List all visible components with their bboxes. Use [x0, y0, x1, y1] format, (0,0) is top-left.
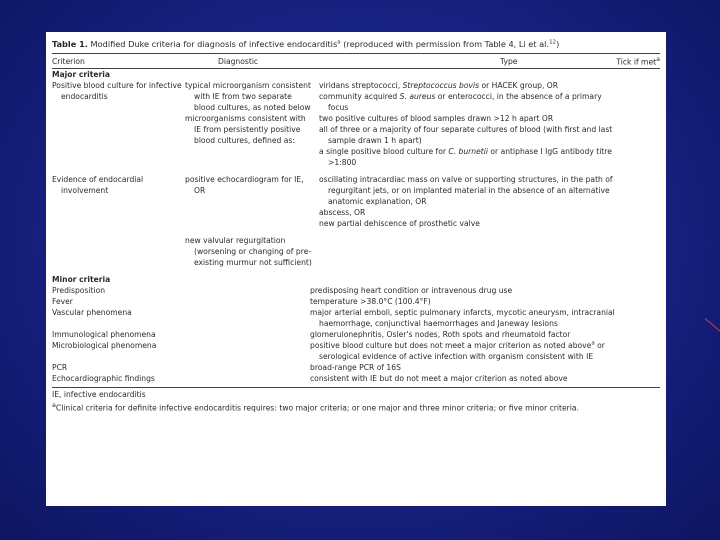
criterion-cell: Predisposition: [52, 286, 106, 295]
tick-header-sup: a: [656, 56, 660, 64]
table-caption: [52, 38, 660, 50]
criterion-cell: Immunological phenomena: [52, 330, 156, 339]
table-row: [52, 80, 660, 168]
criterion-cell: Evidence of endocardial involvement: [52, 175, 144, 195]
table-footnotes: [52, 387, 660, 414]
table-row: [52, 340, 660, 362]
table-row: [52, 307, 660, 329]
type-cell: consistent with IE but do not meet a major criterion as noted above: [310, 374, 568, 383]
type-cell: abscess, OR: [319, 208, 366, 217]
type-cell: predisposing heart condition or intravenous drug use: [310, 286, 513, 295]
table-label: Table 1.: [52, 39, 88, 49]
criterion-cell: Positive blood culture for infective endocarditis: [52, 81, 182, 101]
caption-reference: 12: [549, 39, 557, 46]
type-cell: major arterial emboli, septic pulmonary infarcts, mycotic aneurysm, intracranial haemorrhage, conjunctival haemorrhages and Janeway lesions: [310, 308, 615, 328]
type-cell: new partial dehiscence of prosthetic valve: [319, 219, 480, 228]
col-header-criterion: Criterion: [52, 56, 85, 66]
table-row: [52, 296, 660, 307]
criterion-cell: Echocardiographic findings: [52, 374, 155, 383]
table-row: [52, 174, 660, 268]
col-header-type: Type: [500, 56, 518, 66]
tick-header-text: Tick if met: [616, 57, 657, 67]
caption-title: Modified Duke criteria for diagnosis of infective endocarditis: [90, 39, 338, 49]
criterion-cell: Microbiological phenomena: [52, 341, 157, 350]
caption-reproduction: (reproduced with permission from Table 4, Li et al.: [343, 39, 550, 49]
caption-close: ): [556, 39, 560, 49]
diagnostic-cell: microorganisms consistent with IE from persistently positive blood cultures, defined as:: [185, 114, 306, 145]
tick-cell[interactable]: [619, 285, 660, 296]
type-cell: glomerulonephritis, Osler's nodes, Roth spots and rheumatoid factor: [310, 330, 571, 339]
footnote-definition: [52, 400, 660, 414]
footnote-text: Clinical criteria for definite infective endocarditis requires: two major criteria; or one major and three minor criteria; or five minor criteria.: [55, 403, 579, 413]
tick-cell[interactable]: [619, 373, 660, 384]
type-cell: broad-range PCR of 16S: [310, 363, 401, 372]
table-row: [52, 373, 660, 384]
tick-cell[interactable]: [619, 340, 660, 362]
col-header-diagnostic: Diagnostic: [218, 56, 259, 66]
table-card: [46, 32, 666, 506]
type-text-rest: or serological evidence of active infection with organism consistent with IE: [319, 341, 605, 361]
type-cell: a single positive blood culture for C. burnetii or antiphase I IgG antibody titre >1:800: [319, 147, 612, 167]
footnote-abbreviation: IE, infective endocarditis: [52, 390, 146, 399]
table-row: [52, 362, 660, 373]
type-cell: viridans streptococci, Streptococcus bovis or HACEK group, OR: [319, 81, 559, 90]
diagnostic-cell: new valvular regurgitation (worsening or changing of pre-existing murmur not sufficient): [185, 236, 312, 267]
minor-criteria-heading: Minor criteria: [52, 275, 111, 284]
diagnostic-cell: positive echocardiogram for IE, OR: [185, 175, 304, 195]
major-criteria-heading: Major criteria: [52, 70, 110, 79]
table-row: [52, 329, 660, 340]
tick-cell[interactable]: [619, 296, 660, 307]
type-cell: temperature >38.0°C (100.4°F): [310, 297, 431, 306]
footnote-marker: a: [52, 402, 56, 409]
table-row: [52, 285, 660, 296]
tick-cell[interactable]: [619, 307, 660, 329]
criterion-cell: PCR: [52, 363, 68, 372]
type-cell: all of three or a majority of four separate cultures of blood (with first and last sample drawn 1 h apart): [319, 125, 613, 145]
tick-cell[interactable]: [619, 329, 660, 340]
tick-cell[interactable]: [619, 174, 660, 268]
type-text: positive blood culture but does not meet a major criterion as noted above: [310, 341, 592, 350]
type-cell: oscillating intracardiac mass on valve or supporting structures, in the path of regurgitant jets, or on implanted material in the absence of an alternative anatomic explanation, OR: [319, 175, 613, 206]
diagnostic-cell: typical microorganism consistent with IE from two separate blood cultures, as noted below: [185, 81, 311, 112]
type-superscript: a: [591, 340, 595, 347]
tick-cell[interactable]: [619, 362, 660, 373]
criterion-cell: Fever: [52, 297, 73, 306]
tick-cell[interactable]: [619, 80, 660, 168]
decorative-red-line: [705, 318, 720, 335]
table-header-row: [52, 54, 660, 68]
caption-superscript: a: [337, 39, 341, 46]
col-header-tick: [610, 54, 660, 68]
type-cell: [310, 340, 619, 362]
criterion-cell: Vascular phenomena: [52, 308, 132, 317]
type-cell: two positive cultures of blood samples drawn >12 h apart OR: [319, 114, 554, 123]
type-cell: community acquired S. aureus or enterococci, in the absence of a primary focus: [319, 92, 602, 112]
